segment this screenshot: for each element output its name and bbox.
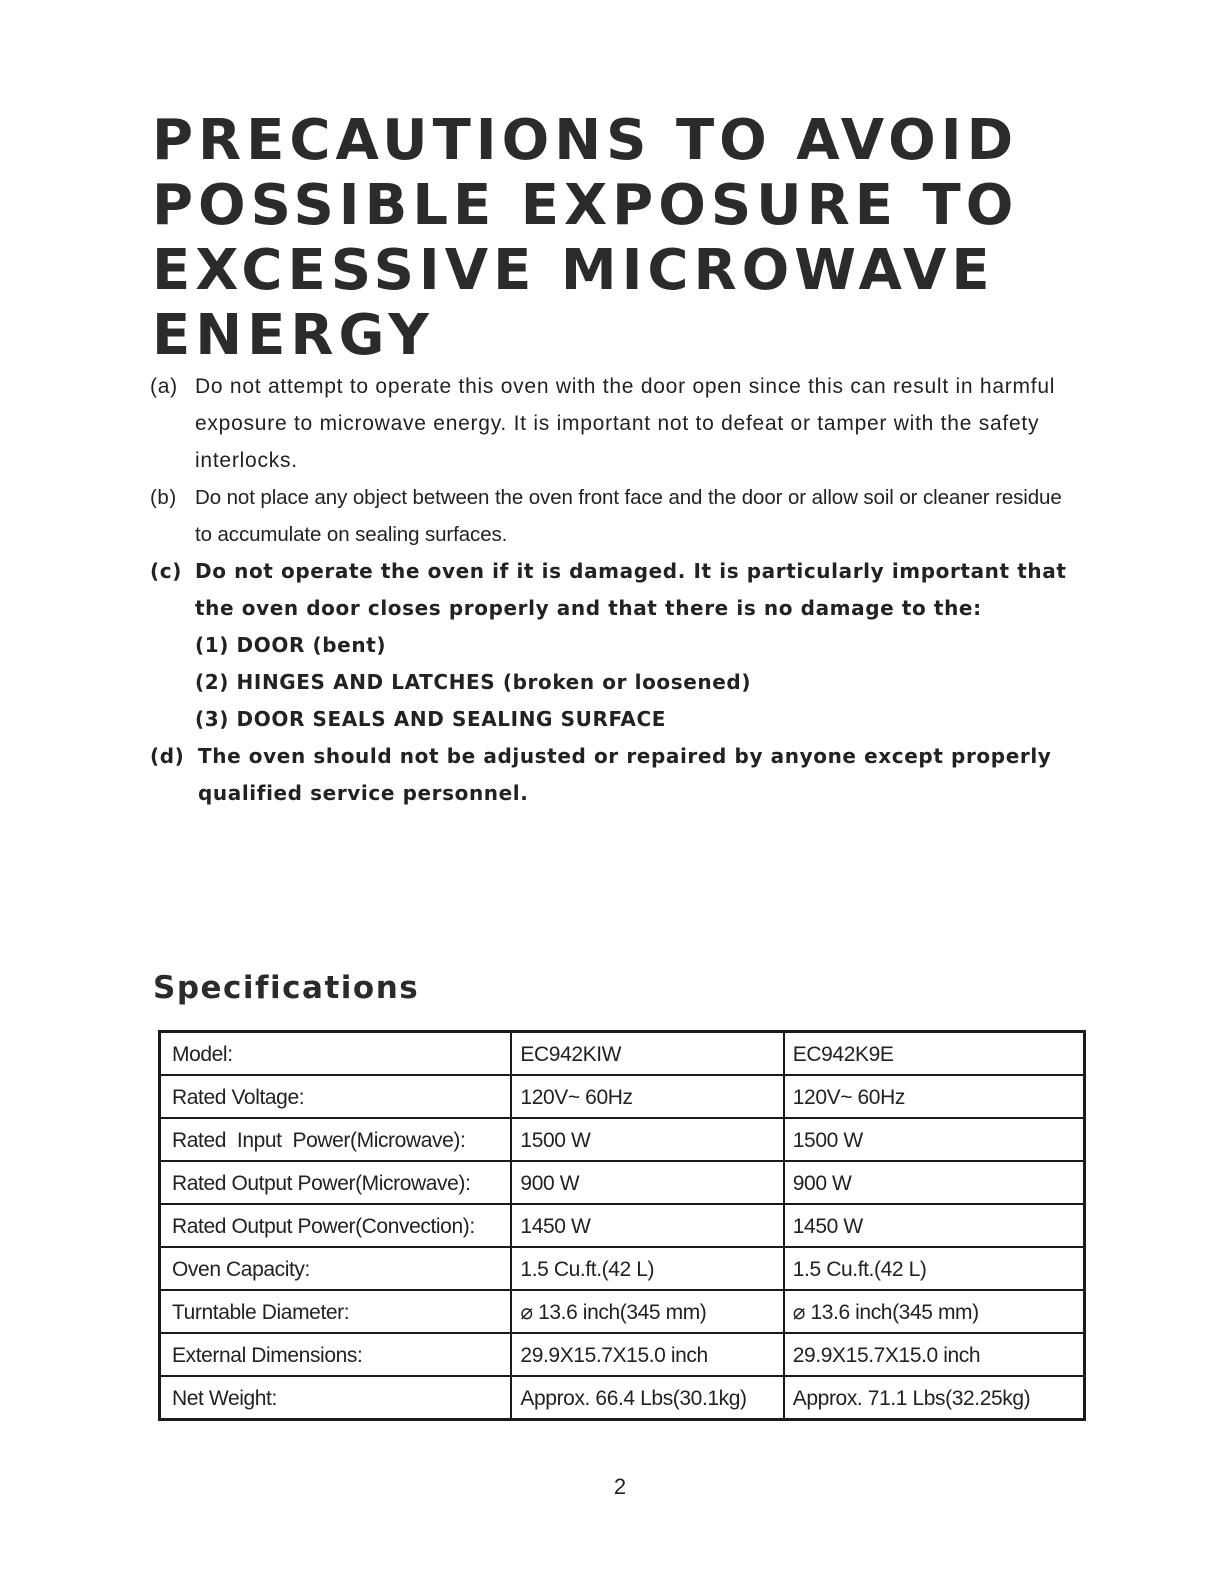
spec-value: 120V~ 60Hz bbox=[511, 1075, 783, 1118]
spec-label: Net Weight: bbox=[160, 1376, 512, 1420]
specifications-table bbox=[158, 1030, 1086, 1421]
page-title bbox=[152, 108, 1019, 368]
spec-value: 1500 W bbox=[784, 1118, 1085, 1161]
precaution-item-b bbox=[150, 479, 1080, 553]
sub-item: (1) DOOR (bent) bbox=[195, 633, 387, 657]
item-marker: (c) bbox=[150, 559, 182, 583]
spec-value: 1500 W bbox=[511, 1118, 783, 1161]
title-line: ENERGY bbox=[152, 303, 434, 368]
item-text: Do not place any object between the oven front face and the door or allow soil or cleaner residue to accumulate on sealing surfaces. bbox=[195, 486, 1062, 546]
spec-label: Model: bbox=[160, 1032, 512, 1076]
title-line: POSSIBLE EXPOSURE TO bbox=[152, 173, 1019, 238]
spec-label: Rated Output Power(Convection): bbox=[160, 1204, 512, 1247]
spec-value: 1.5 Cu.ft.(42 L) bbox=[511, 1247, 783, 1290]
precaution-item-c bbox=[150, 553, 1080, 738]
page-number: 2 bbox=[613, 1474, 627, 1499]
table-row bbox=[160, 1333, 1085, 1376]
spec-label: Rated Input Power(Microwave): bbox=[160, 1118, 512, 1161]
item-text: The oven should not be adjusted or repaired by anyone except properly qualified service personnel. bbox=[198, 744, 1052, 805]
sub-item: (2) HINGES AND LATCHES (broken or loosened) bbox=[195, 670, 752, 694]
precaution-item-a bbox=[150, 368, 1080, 479]
spec-label: Rated Output Power(Microwave): bbox=[160, 1161, 512, 1204]
spec-value: 1.5 Cu.ft.(42 L) bbox=[784, 1247, 1085, 1290]
spec-value: 900 W bbox=[511, 1161, 783, 1204]
spec-label: Turntable Diameter: bbox=[160, 1290, 512, 1333]
spec-value: 1450 W bbox=[511, 1204, 783, 1247]
table-row bbox=[160, 1376, 1085, 1420]
table-row bbox=[160, 1118, 1085, 1161]
item-marker: (d) bbox=[150, 744, 185, 768]
item-marker: (b) bbox=[150, 486, 177, 509]
sub-item: (3) DOOR SEALS AND SEALING SURFACE bbox=[195, 707, 667, 731]
table-row bbox=[160, 1032, 1085, 1076]
item-marker: (a) bbox=[150, 375, 178, 398]
spec-value: 120V~ 60Hz bbox=[784, 1075, 1085, 1118]
spec-value: EC942K9E bbox=[784, 1032, 1085, 1076]
spec-value: Approx. 66.4 Lbs(30.1kg) bbox=[511, 1376, 783, 1420]
specifications-heading: Specifications bbox=[153, 970, 420, 1006]
table-row bbox=[160, 1290, 1085, 1333]
table-row bbox=[160, 1161, 1085, 1204]
spec-label: Rated Voltage: bbox=[160, 1075, 512, 1118]
spec-value: ⌀ 13.6 inch(345 mm) bbox=[784, 1290, 1085, 1333]
precautions-list bbox=[150, 368, 1080, 812]
table-row bbox=[160, 1247, 1085, 1290]
spec-label: External Dimensions: bbox=[160, 1333, 512, 1376]
spec-label: Oven Capacity: bbox=[160, 1247, 512, 1290]
table-row bbox=[160, 1075, 1085, 1118]
spec-value: 29.9X15.7X15.0 inch bbox=[784, 1333, 1085, 1376]
item-text: Do not operate the oven if it is damaged. It is particularly important that the oven door closes properly and that there is no damage to the: bbox=[195, 559, 1067, 620]
spec-value: EC942KIW bbox=[511, 1032, 783, 1076]
precaution-item-d bbox=[150, 738, 1080, 812]
spec-value: Approx. 71.1 Lbs(32.25kg) bbox=[784, 1376, 1085, 1420]
spec-value: 29.9X15.7X15.0 inch bbox=[511, 1333, 783, 1376]
title-line: PRECAUTIONS TO AVOID bbox=[152, 108, 1019, 173]
title-line: EXCESSIVE MICROWAVE bbox=[152, 238, 995, 303]
spec-value: ⌀ 13.6 inch(345 mm) bbox=[511, 1290, 783, 1333]
spec-value: 900 W bbox=[784, 1161, 1085, 1204]
spec-value: 1450 W bbox=[784, 1204, 1085, 1247]
table-row bbox=[160, 1204, 1085, 1247]
item-text: Do not attempt to operate this oven with the door open since this can result in harmful exposure to microwave energy. It is important not to defeat or tamper with the safety interlocks. bbox=[195, 375, 1056, 472]
